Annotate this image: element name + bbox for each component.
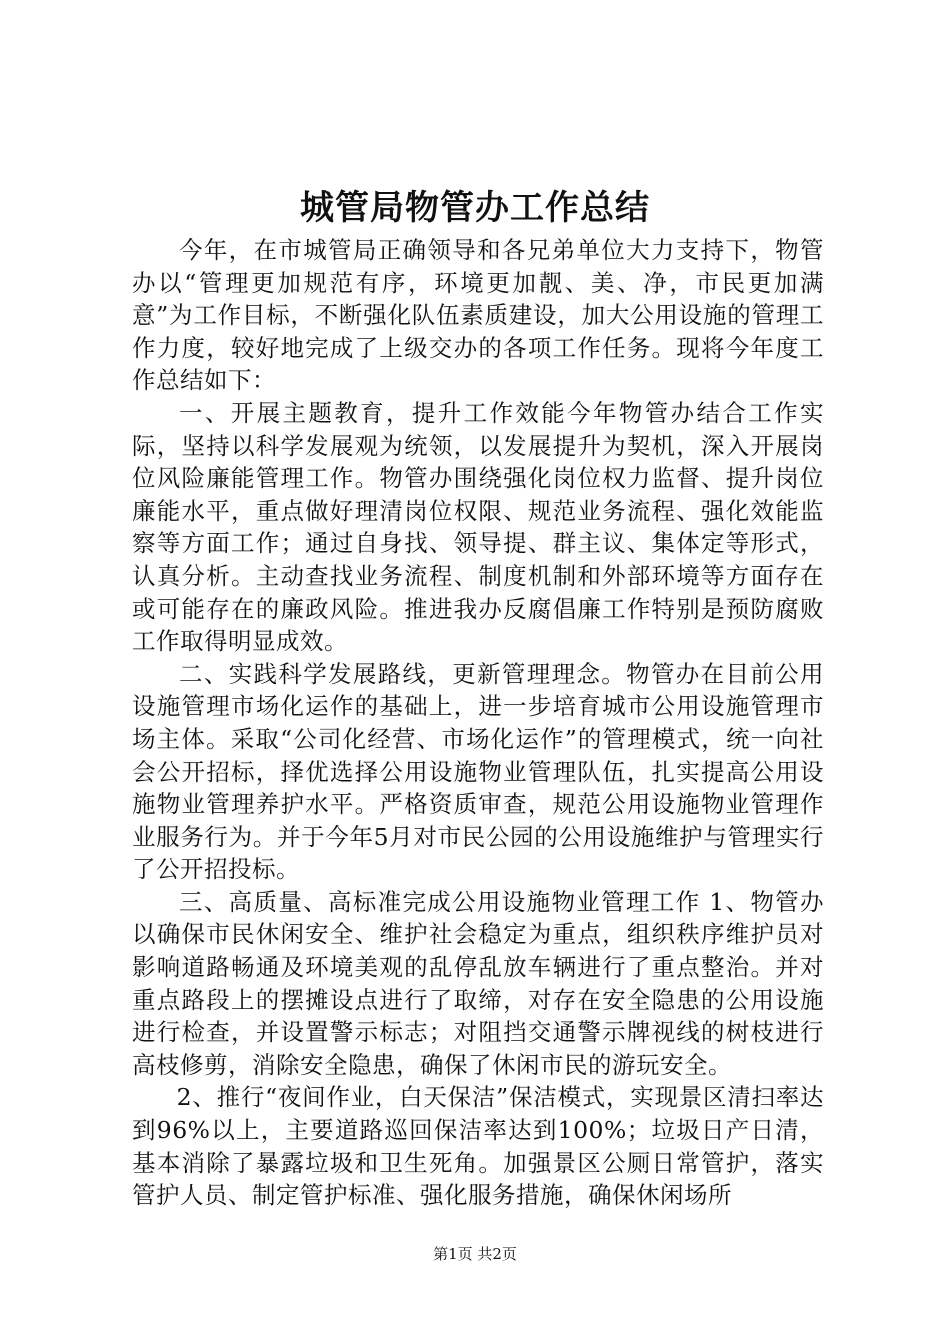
paragraph-section-1: 一、开展主题教育，提升工作效能今年物管办结合工作实际，坚持以科学发展观为统领，以发展提升为契机，深入开展岗位风险廉能管理工作。物管办围绕强化岗位权力监督、提升岗位廉能水平，重点做好理清岗位权限、规范业务流程、强化效能监察等方面工作；通过自身找、领导提、群主议、集体定等形式，认真分析。主动查找业务流程、制度机制和外部环境等方面存在或可能存在的廉政风险。推进我办反腐倡廉工作特别是预防腐败工作取得明显成效。 xyxy=(132,398,824,656)
paragraph-section-3-item-2: 2、推行“夜间作业，白天保洁”保洁模式，实现景区清扫率达到96%以上，主要道路巡回保洁率达到100%；垃圾日产日清，基本消除了暴露垃圾和卫生死角。加强景区公厕日常管护，落实管护人员、制定管护标准、强化服务措施，确保休闲场所 xyxy=(132,1083,824,1210)
paragraph-section-2: 二、实践科学发展路线，更新管理理念。物管办在目前公用设施管理市场化运作的基础上，进一步培育城市公用设施管理市场主体。采取“公司化经营、市场化运作”的管理模式，统一向社会公开招标，择优选择公用设施物业管理队伍，扎实提高公用设施物业管理养护水平。严格资质审查，规范公用设施物业管理作业服务行为。并于今年5月对市民公园的公用设施维护与管理实行了公开招投标。 xyxy=(132,659,824,884)
paragraph-section-3: 三、高质量、高标准完成公用设施物业管理工作 1、物管办以确保市民休闲安全、维护社会稳定为重点，组织秩序维护员对影响道路畅通及环境美观的乱停乱放车辆进行了重点整治。并对重点路段上的摆摊设点进行了取缔，对存在安全隐患的公用设施进行检查，并设置警示标志；对阻挡交通警示牌视线的树枝进行高枝修剪，消除安全隐患，确保了休闲市民的游玩安全。 xyxy=(132,887,824,1079)
paragraph-intro: 今年，在市城管局正确领导和各兄弟单位大力支持下，物管办以“管理更加规范有序，环境更加靓、美、净，市民更加满意”为工作目标，不断强化队伍素质建设，加大公用设施的管理工作力度，较好地完成了上级交办的各项工作任务。现将今年度工作总结如下： xyxy=(132,236,824,395)
page-footer: 第1页 共2页 xyxy=(433,1245,517,1263)
document-title: 城管局物管办工作总结 xyxy=(300,188,650,228)
document-body xyxy=(132,234,824,1212)
